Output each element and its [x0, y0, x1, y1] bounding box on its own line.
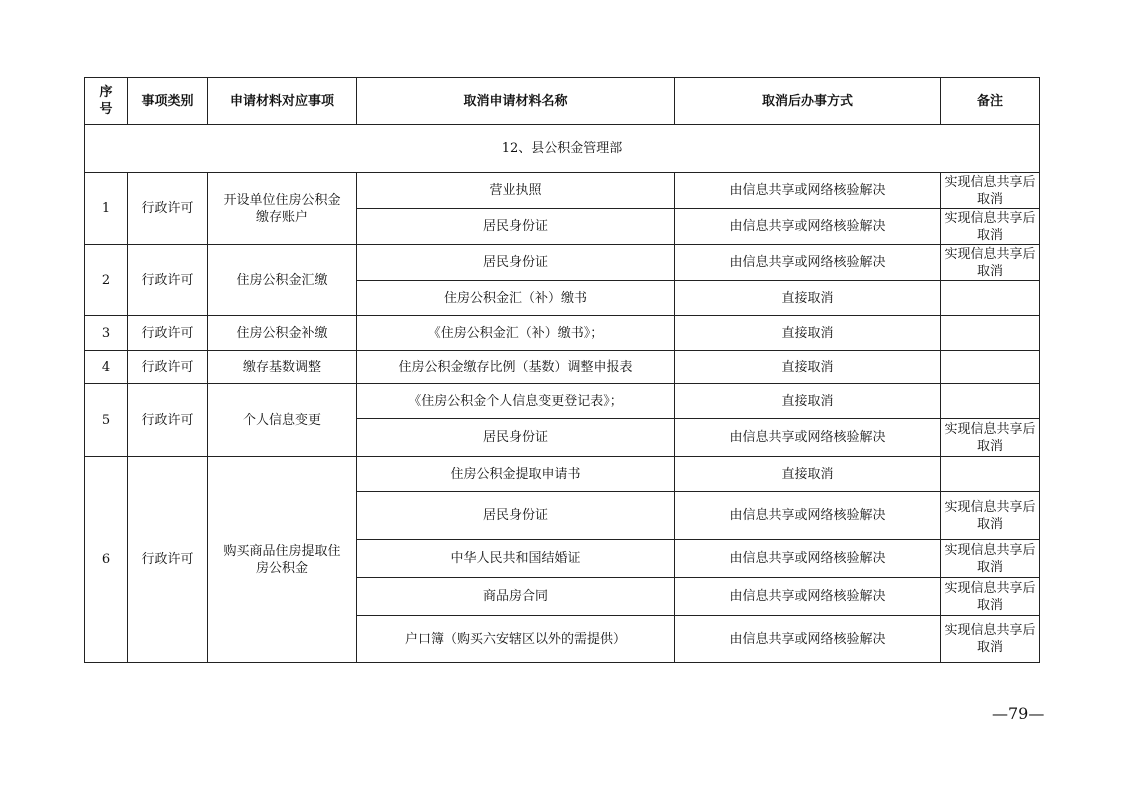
material-name: 商品房合同: [357, 578, 675, 616]
row-no: 6: [85, 457, 128, 663]
material-name: 居民身份证: [357, 209, 675, 245]
material-name: 《住房公积金汇（补）缴书》；: [357, 316, 675, 351]
material-method: 由信息共享或网络核验解决: [675, 173, 941, 209]
material-name: 居民身份证: [357, 492, 675, 540]
material-name: 住房公积金汇（补）缴书: [357, 281, 675, 316]
header-item: 申请材料对应事项: [208, 78, 357, 125]
material-method: 由信息共享或网络核验解决: [675, 245, 941, 281]
row-no: 3: [85, 316, 128, 351]
material-method: 由信息共享或网络核验解决: [675, 540, 941, 578]
material-name: 户口簿（购买六安辖区以外的需提供）: [357, 616, 675, 663]
material-remark: [941, 281, 1040, 316]
material-remark: 实现信息共享后取消: [941, 419, 1040, 457]
row-item: 购买商品住房提取住房公积金: [208, 457, 357, 663]
material-remark: 实现信息共享后取消: [941, 492, 1040, 540]
material-name: 住房公积金缴存比例（基数）调整申报表: [357, 351, 675, 384]
row-category: 行政许可: [128, 316, 208, 351]
row-category: 行政许可: [128, 173, 208, 245]
header-no: 序号: [85, 78, 128, 125]
table-row: [85, 245, 1040, 281]
table-header-row: [85, 78, 1040, 125]
row-item: 住房公积金补缴: [208, 316, 357, 351]
material-method: 直接取消: [675, 351, 941, 384]
material-method: 由信息共享或网络核验解决: [675, 419, 941, 457]
material-method: 直接取消: [675, 281, 941, 316]
row-no: 2: [85, 245, 128, 316]
material-remark: 实现信息共享后取消: [941, 540, 1040, 578]
material-remark: [941, 351, 1040, 384]
material-name: 居民身份证: [357, 419, 675, 457]
material-method: 由信息共享或网络核验解决: [675, 209, 941, 245]
row-item: 缴存基数调整: [208, 351, 357, 384]
row-item: 个人信息变更: [208, 384, 357, 457]
header-material: 取消申请材料名称: [357, 78, 675, 125]
materials-table: [84, 77, 1040, 663]
material-method: 直接取消: [675, 457, 941, 492]
table-row: [85, 351, 1040, 384]
row-item: 住房公积金汇缴: [208, 245, 357, 316]
row-no: 1: [85, 173, 128, 245]
material-method: 直接取消: [675, 316, 941, 351]
material-remark: 实现信息共享后取消: [941, 616, 1040, 663]
table-row: [85, 384, 1040, 419]
section-title: 12、县公积金管理部: [85, 125, 1040, 173]
material-name: 中华人民共和国结婚证: [357, 540, 675, 578]
material-name: 住房公积金提取申请书: [357, 457, 675, 492]
table-row: [85, 316, 1040, 351]
table-row: [85, 173, 1040, 209]
section-row: [85, 125, 1040, 173]
material-remark: 实现信息共享后取消: [941, 173, 1040, 209]
material-name: 营业执照: [357, 173, 675, 209]
page-number: —79—: [992, 704, 1045, 723]
row-category: 行政许可: [128, 384, 208, 457]
material-remark: 实现信息共享后取消: [941, 578, 1040, 616]
material-remark: [941, 457, 1040, 492]
row-category: 行政许可: [128, 245, 208, 316]
row-category: 行政许可: [128, 457, 208, 663]
row-category: 行政许可: [128, 351, 208, 384]
row-no: 4: [85, 351, 128, 384]
material-remark: [941, 316, 1040, 351]
row-item: 开设单位住房公积金缴存账户: [208, 173, 357, 245]
material-method: 直接取消: [675, 384, 941, 419]
material-remark: [941, 384, 1040, 419]
material-method: 由信息共享或网络核验解决: [675, 578, 941, 616]
row-no: 5: [85, 384, 128, 457]
material-remark: 实现信息共享后取消: [941, 245, 1040, 281]
header-category: 事项类别: [128, 78, 208, 125]
header-remark: 备注: [941, 78, 1040, 125]
material-method: 由信息共享或网络核验解决: [675, 616, 941, 663]
material-name: 《住房公积金个人信息变更登记表》；: [357, 384, 675, 419]
table-row: [85, 457, 1040, 492]
header-method: 取消后办事方式: [675, 78, 941, 125]
material-remark: 实现信息共享后取消: [941, 209, 1040, 245]
material-name: 居民身份证: [357, 245, 675, 281]
material-method: 由信息共享或网络核验解决: [675, 492, 941, 540]
